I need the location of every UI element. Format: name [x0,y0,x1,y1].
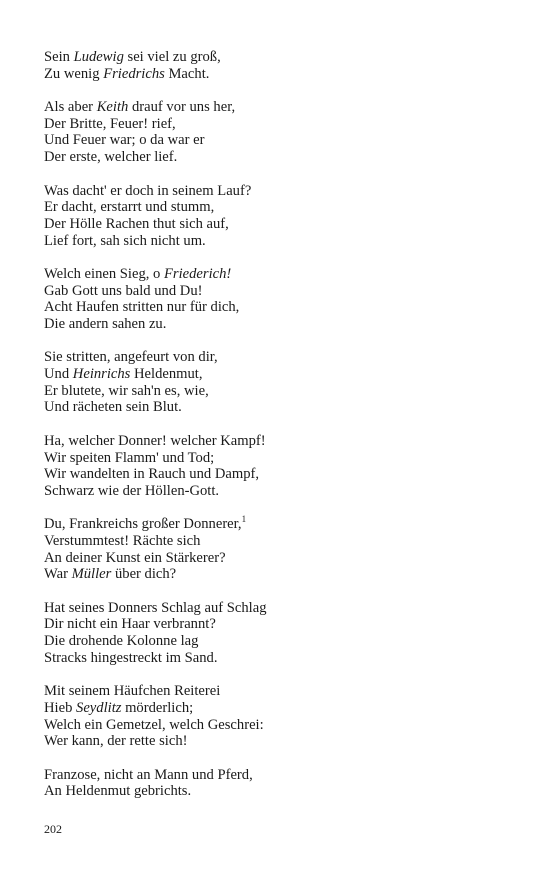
line-text: Und Feuer war; o da war er [44,132,205,149]
poem-line [44,99,514,116]
poem-line [44,466,514,483]
line-text: Die andern sahen zu. [44,316,167,332]
poem-line [44,116,514,133]
line-text: Was dacht' er doch in seinem Lauf? [44,182,252,199]
poem-line [44,399,514,416]
poem-line [44,383,514,400]
line-text: Wir speiten Flamm' und Tod; [44,449,215,466]
line-text: Lief fort, sah sich nicht um. [44,232,206,249]
poem-line [44,700,514,717]
line-text: Du, Frankreichs großer Donnerer, [44,516,242,533]
poem-line [44,283,514,300]
line-text: sei viel zu groß, [123,49,221,65]
poem-stanza [44,49,514,82]
poem-line [44,533,514,550]
line-text: Sein [44,49,74,65]
line-text: Schwarz wie der Höllen-Gott. [44,482,220,499]
poem-line [44,783,514,800]
line-text: Verstummtest! Rächte sich [44,532,201,549]
poem-line [44,216,514,233]
poem-stanza [44,433,514,500]
italic-name: Friedrichs [103,65,165,82]
poem-stanza [44,767,514,800]
line-text: Er blutete, wir sah'n es, wie, [44,382,209,399]
italic-name: Friederich! [164,265,232,282]
line-text: Er dacht, erstarrt und stumm, [44,199,215,216]
line-text: Und rächeten sein Blut. [44,399,182,416]
line-text: drauf vor uns her, [128,99,236,116]
footnote-marker: 1 [241,514,247,525]
poem-line [44,349,514,366]
poem-body [44,49,514,817]
poem-line [44,600,514,617]
italic-name: Seydlitz [76,699,122,716]
line-text: An Heldenmut gebrichts. [44,783,192,800]
poem-line [44,433,514,450]
poem-stanza [44,183,514,250]
poem-line [44,733,514,750]
poem-stanza [44,683,514,750]
line-text: Welch ein Gemetzel, welch Geschrei: [44,716,264,733]
poem-line [44,183,514,200]
line-text: Dir nicht ein Haar verbrannt? [44,616,216,633]
line-text: über dich? [111,566,177,583]
poem-line [44,132,514,149]
italic-name: Ludewig [73,49,124,65]
poem-line [44,683,514,700]
poem-stanza [44,600,514,667]
poem-line [44,717,514,734]
line-text: Welch einen Sieg, o [44,265,164,282]
poem-line [44,233,514,250]
italic-name: Müller [71,566,112,583]
poem-stanza [44,349,514,416]
line-text: Stracks hingestreckt im Sand. [44,649,218,666]
poem-line [44,633,514,650]
line-text: Franzose, nicht an Mann und Pferd, [44,766,253,783]
line-text: Wir wandelten in Rauch und Dampf, [44,466,260,483]
line-text: Der erste, welcher lief. [44,149,178,166]
line-text: Mit seinem Häufchen Reiterei [44,683,221,700]
line-text: Heldenmut, [130,366,203,383]
poem-line [44,483,514,500]
italic-name: Heinrichs [72,366,131,383]
poem-line [44,199,514,216]
poem-line [44,516,514,533]
poem-line [44,616,514,633]
line-text: Zu wenig [44,65,104,82]
line-text: Gab Gott uns bald und Du! [44,282,203,299]
line-text: Macht. [164,65,210,82]
poem-line [44,650,514,667]
poem-line [44,66,514,83]
line-text: Sie stritten, angefeurt von dir, [44,349,218,366]
line-text: mörderlich; [121,699,194,716]
poem-line [44,366,514,383]
line-text: Als aber [44,99,97,116]
italic-name: Keith [96,99,129,116]
poem-line [44,450,514,467]
poem-line [44,550,514,567]
line-text: Acht Haufen stritten nur für dich, [44,299,240,316]
line-text: War [44,566,72,583]
line-text: Ha, welcher Donner! welcher Kampf! [44,432,266,449]
poem-line [44,767,514,784]
line-text: Wer kann, der rette sich! [44,733,188,750]
line-text: An deiner Kunst ein Stärkerer? [44,549,226,566]
line-text: Hieb [44,699,77,716]
poem-line [44,299,514,316]
poem-line [44,316,514,333]
line-text: Und [44,366,73,383]
poem-stanza [44,516,514,583]
poem-line [44,149,514,166]
line-text: Der Hölle Rachen thut sich auf, [44,215,229,232]
poem-stanza [44,266,514,333]
poem-line [44,266,514,283]
line-text: Die drohende Kolonne lag [44,633,199,650]
line-text: Der Britte, Feuer! rief, [44,115,176,132]
line-text: Hat seines Donners Schlag auf Schlag [44,599,267,616]
page-number: 202 [44,822,62,836]
poem-line [44,49,514,66]
poem-stanza [44,99,514,166]
poem-line [44,566,514,583]
